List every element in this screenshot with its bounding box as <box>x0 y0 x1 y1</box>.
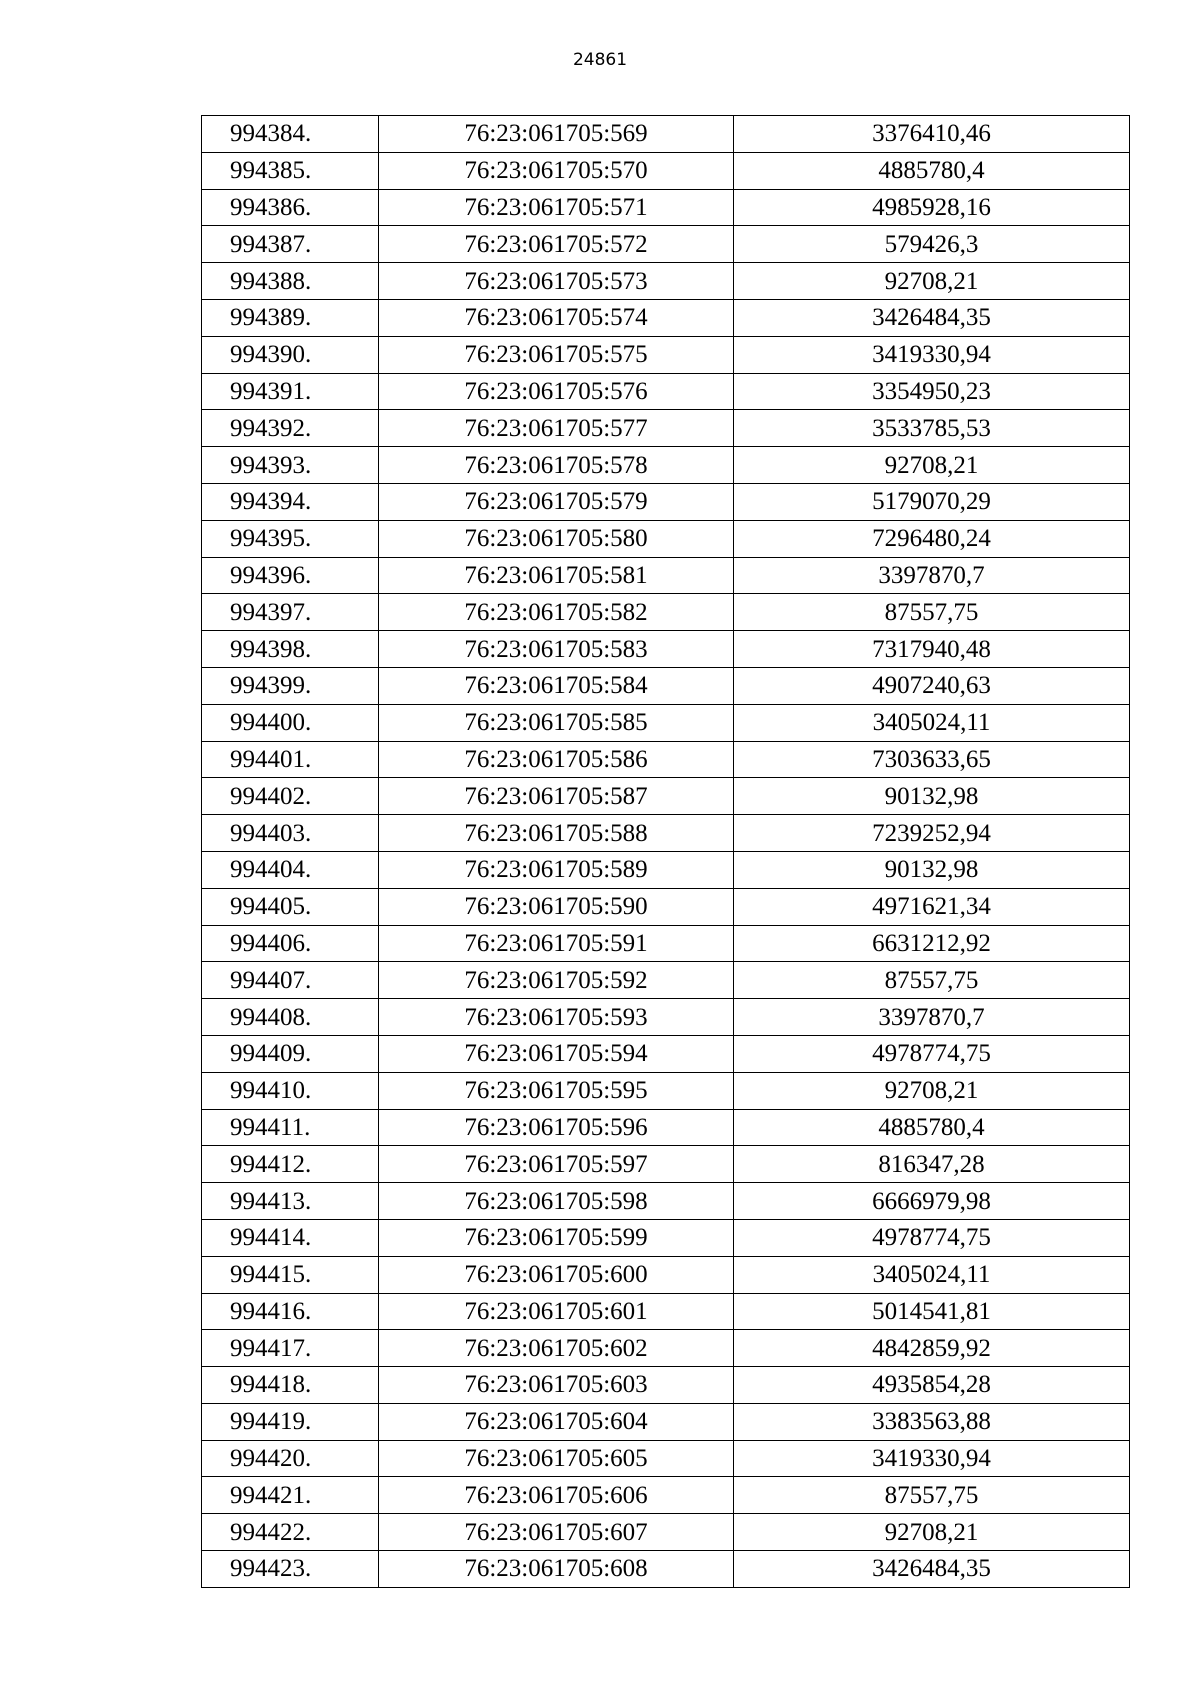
cadastral-number-cell: 76:23:061705:573 <box>379 263 734 300</box>
table-row <box>202 1219 1130 1256</box>
row-number-cell: 994397. <box>202 594 379 631</box>
cadastral-number-cell: 76:23:061705:597 <box>379 1146 734 1183</box>
row-number-cell: 994420. <box>202 1440 379 1477</box>
cadastral-number-cell: 76:23:061705:599 <box>379 1219 734 1256</box>
table-row <box>202 1109 1130 1146</box>
row-number-cell: 994414. <box>202 1219 379 1256</box>
value-cell: 5014541,81 <box>734 1293 1130 1330</box>
table-row <box>202 1440 1130 1477</box>
table-row <box>202 263 1130 300</box>
table-row <box>202 1330 1130 1367</box>
value-cell: 4978774,75 <box>734 1035 1130 1072</box>
table-row <box>202 152 1130 189</box>
cadastral-number-cell: 76:23:061705:571 <box>379 189 734 226</box>
table-row <box>202 1293 1130 1330</box>
row-number-cell: 994400. <box>202 704 379 741</box>
row-number-cell: 994417. <box>202 1330 379 1367</box>
cadastral-number-cell: 76:23:061705:598 <box>379 1183 734 1220</box>
table-row <box>202 336 1130 373</box>
table-row <box>202 741 1130 778</box>
row-number-cell: 994395. <box>202 520 379 557</box>
row-number-cell: 994398. <box>202 631 379 668</box>
cadastral-number-cell: 76:23:061705:608 <box>379 1551 734 1588</box>
cadastral-number-cell: 76:23:061705:602 <box>379 1330 734 1367</box>
table-row <box>202 373 1130 410</box>
value-cell: 90132,98 <box>734 778 1130 815</box>
cadastral-number-cell: 76:23:061705:588 <box>379 815 734 852</box>
table-row <box>202 962 1130 999</box>
row-number-cell: 994387. <box>202 226 379 263</box>
row-number-cell: 994404. <box>202 851 379 888</box>
row-number-cell: 994415. <box>202 1256 379 1293</box>
table-row <box>202 483 1130 520</box>
cadastral-number-cell: 76:23:061705:606 <box>379 1477 734 1514</box>
row-number-cell: 994391. <box>202 373 379 410</box>
row-number-cell: 994419. <box>202 1403 379 1440</box>
value-cell: 3383563,88 <box>734 1403 1130 1440</box>
table-row <box>202 815 1130 852</box>
table-row <box>202 226 1130 263</box>
value-cell: 87557,75 <box>734 1477 1130 1514</box>
row-number-cell: 994384. <box>202 116 379 153</box>
value-cell: 6631212,92 <box>734 925 1130 962</box>
row-number-cell: 994422. <box>202 1514 379 1551</box>
cadastral-number-cell: 76:23:061705:601 <box>379 1293 734 1330</box>
value-cell: 4907240,63 <box>734 667 1130 704</box>
cadastral-number-cell: 76:23:061705:570 <box>379 152 734 189</box>
cadastral-number-cell: 76:23:061705:585 <box>379 704 734 741</box>
table-row <box>202 778 1130 815</box>
cadastral-number-cell: 76:23:061705:595 <box>379 1072 734 1109</box>
cadastral-number-cell: 76:23:061705:596 <box>379 1109 734 1146</box>
value-cell: 92708,21 <box>734 1072 1130 1109</box>
row-number-cell: 994390. <box>202 336 379 373</box>
cadastral-number-cell: 76:23:061705:594 <box>379 1035 734 1072</box>
value-cell: 3397870,7 <box>734 557 1130 594</box>
table-row <box>202 999 1130 1036</box>
value-cell: 3426484,35 <box>734 299 1130 336</box>
table-row <box>202 594 1130 631</box>
cadastral-number-cell: 76:23:061705:593 <box>379 999 734 1036</box>
row-number-cell: 994386. <box>202 189 379 226</box>
table-row <box>202 631 1130 668</box>
value-cell: 816347,28 <box>734 1146 1130 1183</box>
page-number: 24861 <box>572 50 628 70</box>
value-cell: 87557,75 <box>734 594 1130 631</box>
data-table <box>201 115 1130 1588</box>
row-number-cell: 994416. <box>202 1293 379 1330</box>
value-cell: 4985928,16 <box>734 189 1130 226</box>
table-row <box>202 1403 1130 1440</box>
value-cell: 3397870,7 <box>734 999 1130 1036</box>
cadastral-number-cell: 76:23:061705:592 <box>379 962 734 999</box>
row-number-cell: 994418. <box>202 1367 379 1404</box>
row-number-cell: 994407. <box>202 962 379 999</box>
row-number-cell: 994401. <box>202 741 379 778</box>
cadastral-number-cell: 76:23:061705:604 <box>379 1403 734 1440</box>
value-cell: 4885780,4 <box>734 152 1130 189</box>
row-number-cell: 994423. <box>202 1551 379 1588</box>
cadastral-number-cell: 76:23:061705:605 <box>379 1440 734 1477</box>
cadastral-number-cell: 76:23:061705:582 <box>379 594 734 631</box>
row-number-cell: 994402. <box>202 778 379 815</box>
cadastral-number-cell: 76:23:061705:603 <box>379 1367 734 1404</box>
table-row <box>202 410 1130 447</box>
cadastral-number-cell: 76:23:061705:580 <box>379 520 734 557</box>
value-cell: 3533785,53 <box>734 410 1130 447</box>
table-row <box>202 1035 1130 1072</box>
table-row <box>202 447 1130 484</box>
cadastral-number-cell: 76:23:061705:576 <box>379 373 734 410</box>
value-cell: 4885780,4 <box>734 1109 1130 1146</box>
value-cell: 92708,21 <box>734 1514 1130 1551</box>
cadastral-number-cell: 76:23:061705:574 <box>379 299 734 336</box>
table-row <box>202 851 1130 888</box>
row-number-cell: 994421. <box>202 1477 379 1514</box>
cadastral-number-cell: 76:23:061705:607 <box>379 1514 734 1551</box>
table-row <box>202 520 1130 557</box>
table-body <box>202 116 1130 1588</box>
table-row <box>202 1183 1130 1220</box>
table-row <box>202 1514 1130 1551</box>
row-number-cell: 994413. <box>202 1183 379 1220</box>
table-row <box>202 925 1130 962</box>
row-number-cell: 994408. <box>202 999 379 1036</box>
value-cell: 4971621,34 <box>734 888 1130 925</box>
table-row <box>202 667 1130 704</box>
value-cell: 3426484,35 <box>734 1551 1130 1588</box>
table-row <box>202 557 1130 594</box>
table-row <box>202 1367 1130 1404</box>
value-cell: 7303633,65 <box>734 741 1130 778</box>
cadastral-number-cell: 76:23:061705:579 <box>379 483 734 520</box>
row-number-cell: 994392. <box>202 410 379 447</box>
table-row <box>202 888 1130 925</box>
row-number-cell: 994385. <box>202 152 379 189</box>
value-cell: 7317940,48 <box>734 631 1130 668</box>
table-row <box>202 704 1130 741</box>
row-number-cell: 994389. <box>202 299 379 336</box>
row-number-cell: 994396. <box>202 557 379 594</box>
table-row <box>202 1146 1130 1183</box>
value-cell: 5179070,29 <box>734 483 1130 520</box>
value-cell: 92708,21 <box>734 263 1130 300</box>
row-number-cell: 994409. <box>202 1035 379 1072</box>
row-number-cell: 994403. <box>202 815 379 852</box>
value-cell: 3376410,46 <box>734 116 1130 153</box>
row-number-cell: 994399. <box>202 667 379 704</box>
value-cell: 4842859,92 <box>734 1330 1130 1367</box>
cadastral-number-cell: 76:23:061705:581 <box>379 557 734 594</box>
value-cell: 7296480,24 <box>734 520 1130 557</box>
cadastral-number-cell: 76:23:061705:569 <box>379 116 734 153</box>
value-cell: 579426,3 <box>734 226 1130 263</box>
value-cell: 3354950,23 <box>734 373 1130 410</box>
cadastral-number-cell: 76:23:061705:583 <box>379 631 734 668</box>
value-cell: 87557,75 <box>734 962 1130 999</box>
cadastral-number-cell: 76:23:061705:577 <box>379 410 734 447</box>
value-cell: 6666979,98 <box>734 1183 1130 1220</box>
cadastral-number-cell: 76:23:061705:578 <box>379 447 734 484</box>
table-row <box>202 1256 1130 1293</box>
table-row <box>202 1477 1130 1514</box>
cadastral-number-cell: 76:23:061705:584 <box>379 667 734 704</box>
row-number-cell: 994411. <box>202 1109 379 1146</box>
cadastral-number-cell: 76:23:061705:586 <box>379 741 734 778</box>
value-cell: 3419330,94 <box>734 1440 1130 1477</box>
row-number-cell: 994393. <box>202 447 379 484</box>
cadastral-number-cell: 76:23:061705:591 <box>379 925 734 962</box>
row-number-cell: 994410. <box>202 1072 379 1109</box>
table-row <box>202 1072 1130 1109</box>
cadastral-number-cell: 76:23:061705:587 <box>379 778 734 815</box>
value-cell: 4978774,75 <box>734 1219 1130 1256</box>
value-cell: 90132,98 <box>734 851 1130 888</box>
value-cell: 3405024,11 <box>734 1256 1130 1293</box>
table-row <box>202 116 1130 153</box>
table-row <box>202 1551 1130 1588</box>
row-number-cell: 994394. <box>202 483 379 520</box>
row-number-cell: 994412. <box>202 1146 379 1183</box>
value-cell: 7239252,94 <box>734 815 1130 852</box>
cadastral-number-cell: 76:23:061705:600 <box>379 1256 734 1293</box>
cadastral-number-cell: 76:23:061705:575 <box>379 336 734 373</box>
value-cell: 3405024,11 <box>734 704 1130 741</box>
row-number-cell: 994405. <box>202 888 379 925</box>
row-number-cell: 994388. <box>202 263 379 300</box>
table-row <box>202 189 1130 226</box>
value-cell: 4935854,28 <box>734 1367 1130 1404</box>
row-number-cell: 994406. <box>202 925 379 962</box>
value-cell: 3419330,94 <box>734 336 1130 373</box>
table-row <box>202 299 1130 336</box>
cadastral-number-cell: 76:23:061705:589 <box>379 851 734 888</box>
cadastral-number-cell: 76:23:061705:572 <box>379 226 734 263</box>
value-cell: 92708,21 <box>734 447 1130 484</box>
cadastral-number-cell: 76:23:061705:590 <box>379 888 734 925</box>
